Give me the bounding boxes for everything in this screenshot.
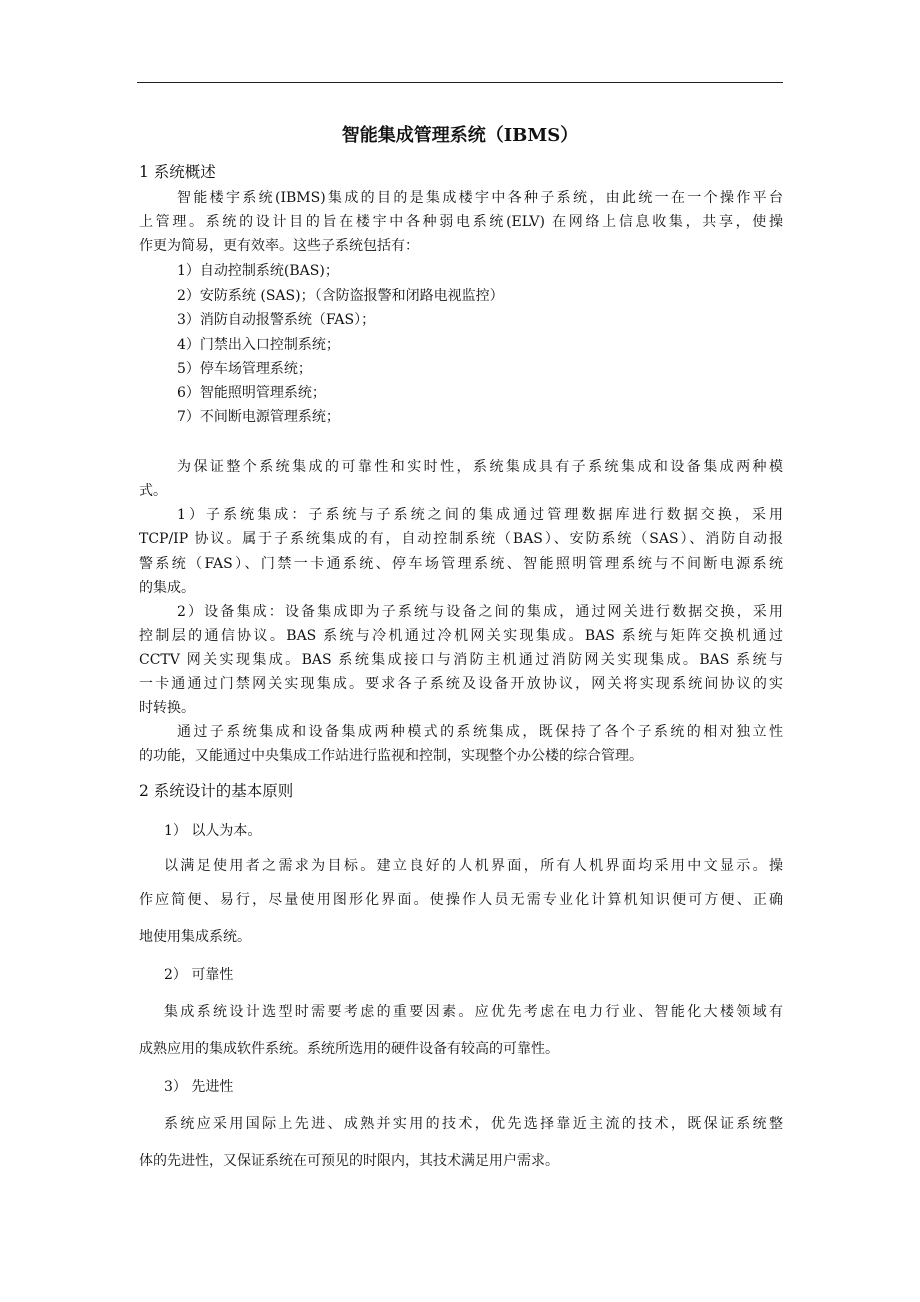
subsystem-item-2: 2）安防系统 (SAS)；（含防盗报警和闭路电视监控） — [177, 288, 504, 304]
s1-p5-line-1: 通过子系统集成和设备集成两种模式的系统集成，既保持了各个子系统的相对独立性 — [177, 724, 783, 740]
header-rule — [137, 82, 783, 83]
principle-1-label: 1） 以人为本。 — [164, 823, 262, 839]
s1-p4-line-3: CCTV 网关实现集成。BAS 系统集成接口与消防主机通过消防网关实现集成。BAS 系统与 — [139, 652, 783, 668]
s1-p4-line-1: 2）设备集成：设备集成即为子系统与设备之间的集成，通过网关进行数据交换，采用 — [177, 604, 783, 620]
s1-p1-line-3: 作更为简易，更有效率。这些子系统包括有： — [139, 238, 419, 254]
principle-1-line-3: 地使用集成系统。 — [139, 929, 251, 945]
principle-2-line-1: 集成系统设计选型时需要考虑的重要因素。应优先考虑在电力行业、智能化大楼领域有 — [164, 1004, 783, 1020]
principle-1-line-1: 以满足使用者之需求为目标。建立良好的人机界面，所有人机界面均采用中文显示。操 — [164, 858, 783, 874]
document-title: 智能集成管理系统（IBMS） — [341, 125, 579, 146]
s1-p3-line-4: 的集成。 — [139, 580, 195, 596]
principle-3-line-2: 体的先进性，又保证系统在可预见的时限内，其技术满足用户需求。 — [139, 1153, 559, 1169]
principle-2-label: 2） 可靠性 — [164, 967, 234, 983]
s1-p2-line-1: 为保证整个系统集成的可靠性和实时性，系统集成具有子系统集成和设备集成两种模 — [177, 459, 783, 475]
section-1-heading: 1 系统概述 — [139, 163, 216, 181]
s1-p4-line-5: 时转换。 — [139, 700, 195, 716]
subsystem-item-3: 3）消防自动报警系统（FAS）； — [177, 312, 376, 328]
subsystem-item-4: 4）门禁出入口控制系统； — [177, 337, 340, 353]
principle-3-line-1: 系统应采用国际上先进、成熟并实用的技术，优先选择靠近主流的技术，既保证系统整 — [164, 1116, 783, 1132]
section-2-heading: 2 系统设计的基本原则 — [139, 782, 294, 800]
s1-p1-line-2: 上管理。系统的设计目的旨在楼宇中各种弱电系统(ELV) 在网络上信息收集，共享，使操 — [139, 214, 783, 230]
s1-p4-line-2: 控制层的通信协议。BAS 系统与冷机通过冷机网关实现集成。BAS 系统与矩阵交换机通过 — [139, 628, 783, 644]
subsystem-item-1: 1）自动控制系统(BAS)； — [177, 263, 339, 279]
s1-p3-line-3: 警系统（FAS）、门禁一卡通系统、停车场管理系统、智能照明管理系统与不间断电源系统 — [139, 556, 783, 572]
subsystem-item-6: 6）智能照明管理系统； — [177, 385, 326, 401]
principle-2-line-2: 成熟应用的集成软件系统。系统所选用的硬件设备有较高的可靠性。 — [139, 1041, 559, 1057]
s1-p3-line-2: TCP/IP 协议。属于子系统集成的有，自动控制系统（BAS）、安防系统（SAS）、消防自动报 — [139, 531, 783, 547]
s1-p3-line-1: 1）子系统集成：子系统与子系统之间的集成通过管理数据库进行数据交换，采用 — [177, 507, 783, 523]
s1-p4-line-4: 一卡通通过门禁网关实现集成。要求各子系统及设备开放协议，网关将实现系统间协议的实 — [139, 676, 783, 692]
s1-p1-line-1: 智能楼宇系统(IBMS)集成的目的是集成楼宇中各种子系统，由此统一在一个操作平台 — [177, 190, 783, 206]
subsystem-item-7: 7）不间断电源管理系统； — [177, 409, 340, 425]
subsystem-item-5: 5）停车场管理系统； — [177, 361, 312, 377]
s1-p5-line-2: 的功能，又能通过中央集成工作站进行监视和控制，实现整个办公楼的综合管理。 — [139, 748, 643, 764]
s1-p2-line-2: 式。 — [139, 483, 167, 499]
principle-3-label: 3） 先进性 — [164, 1079, 234, 1095]
principle-1-line-2: 作应简便、易行，尽量使用图形化界面。使操作人员无需专业化计算机知识便可方便、正确 — [139, 892, 783, 908]
